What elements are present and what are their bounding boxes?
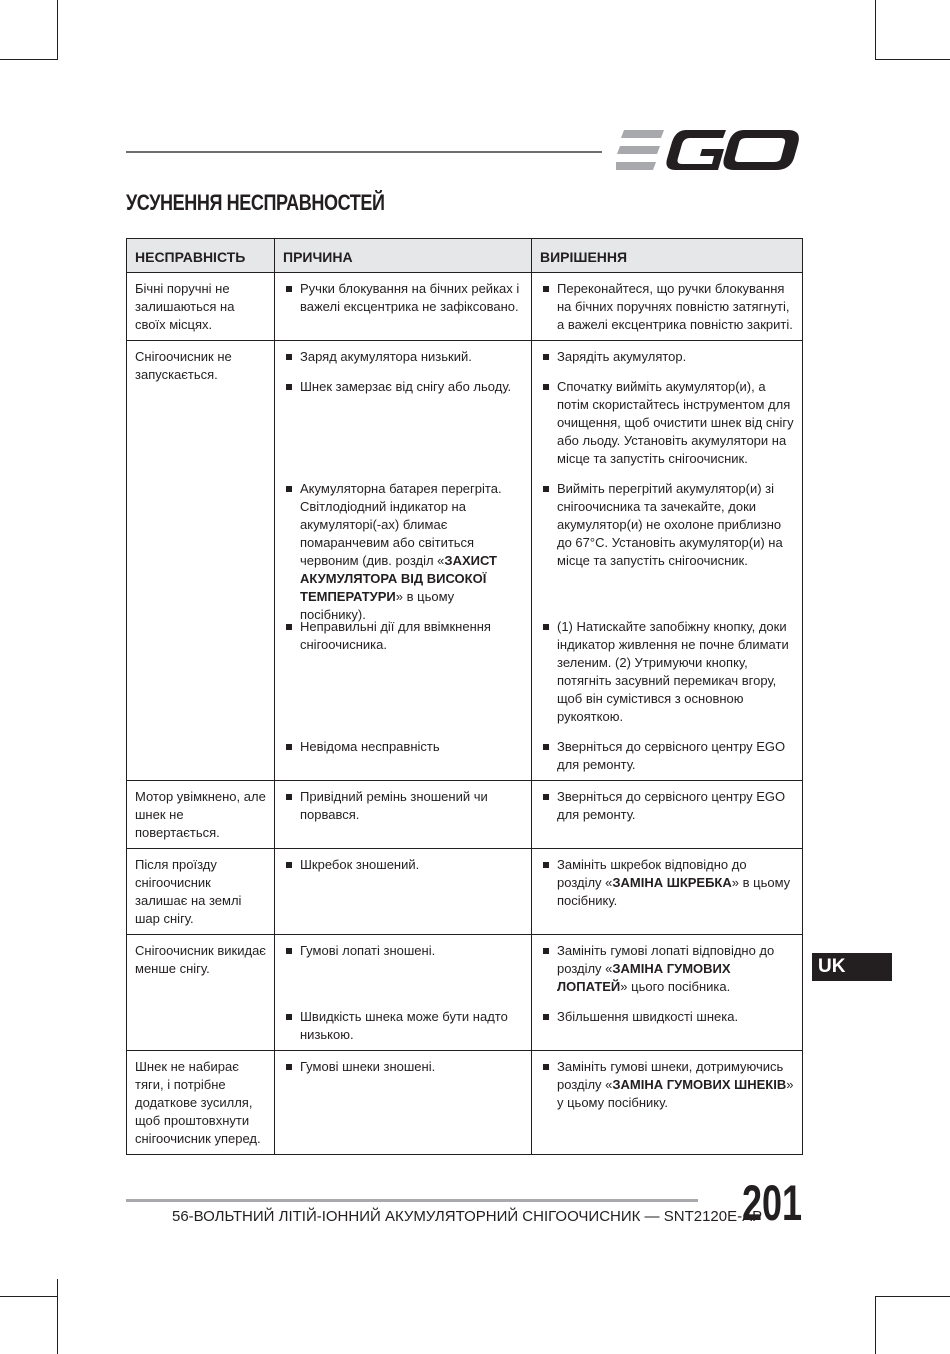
cause-item: Шкребок зношений. — [283, 856, 523, 874]
crop-mark — [875, 59, 950, 60]
solution-item: (1) Натискайте запобіжну кнопку, доки індикатор живлення не почне блимати зеленим. (2) Утримуючи кнопку, потягніть засувний перемикач вгору, щоб він сумістився з основною рукояткою. — [540, 618, 794, 726]
cause-cell — [275, 935, 532, 1051]
solution-item — [540, 1058, 794, 1112]
column-header-cause: ПРИЧИНА — [275, 239, 532, 273]
solution-cell — [532, 781, 803, 849]
solution-cell — [532, 935, 803, 1051]
cause-cell — [275, 1051, 532, 1155]
footer-text: 56-ВОЛЬТНИЙ ЛІТІЙ-ІОННИЙ АКУМУЛЯТОРНИЙ СНІГООЧИСНИК — SNT2120E-AP — [172, 1208, 763, 1225]
crop-mark — [0, 1296, 58, 1297]
solution-text: Замініть гумові лопаті відповідно до розділу « — [557, 943, 775, 976]
table-row — [127, 341, 803, 781]
cause-cell — [275, 849, 532, 935]
solution-item: Переконайтеся, що ручки блокування на бічних поручнях повністю затягнуті, а важелі ексцентрика повністю закриті. — [540, 280, 794, 334]
solution-item: Зверніться до сервісного центру EGO для ремонту. — [540, 788, 794, 824]
solution-bold-text: ЗАМІНА ШКРЕБКА — [612, 875, 732, 890]
cause-item — [283, 480, 523, 622]
cause-item: Шнек замерзає від снігу або льоду. — [283, 378, 523, 468]
crop-mark — [875, 1296, 876, 1354]
cause-item: Заряд акумулятора низький. — [283, 348, 523, 366]
cause-cell — [275, 781, 532, 849]
crop-mark — [875, 0, 876, 60]
solution-bold-text: ЗАМІНА ГУМОВИХ ЛОПАТЕЙ — [557, 961, 731, 994]
header-rule — [126, 151, 602, 153]
problem-cell: Після проїзду снігоочисник залишає на землі шар снігу. — [127, 849, 275, 935]
table-row — [127, 935, 803, 1051]
solution-text: » цього посібника. — [620, 979, 731, 994]
ego-logo — [616, 128, 802, 174]
cause-text: » в цьому посібнику). — [300, 589, 455, 622]
table-row — [127, 273, 803, 341]
solution-text: » у цьому посібнику. — [557, 1077, 794, 1110]
solution-cell — [532, 849, 803, 935]
solution-item — [540, 856, 794, 910]
problem-cell: Бічні поручні не залишаються на своїх місцях. — [127, 273, 275, 341]
solution-item: Зарядіть акумулятор. — [540, 348, 794, 366]
problem-cell: Снігоочисник викидає менше снігу. — [127, 935, 275, 1051]
solution-item: Збільшення швидкості шнека. — [540, 1008, 794, 1026]
cause-item: Привідний ремінь зношений чи порвався. — [283, 788, 523, 824]
section-title: УСУНЕННЯ НЕСПРАВНОСТЕЙ — [126, 190, 385, 215]
cause-text: Акумуляторна батарея перегріта. Світлодіодний індикатор на акумуляторі(-ах) блимає помаранчевим або світиться червоним (див. розділ « — [300, 481, 502, 568]
solution-text: Замініть гумові шнеки, дотримуючись розділу « — [557, 1059, 784, 1092]
cause-item: Швидкість шнека може бути надто низькою. — [283, 1008, 523, 1044]
cause-item: Невідома несправність — [283, 738, 523, 774]
problem-cell: Мотор увімкнено, але шнек не повертається. — [127, 781, 275, 849]
troubleshooting-table — [126, 238, 803, 1155]
problem-cell: Шнек не набирає тяги, і потрібне додаткове зусилля, щоб проштовхнути снігоочисник уперед. — [127, 1051, 275, 1155]
solution-text: » в цьому посібнику. — [557, 875, 791, 908]
table-row — [127, 1051, 803, 1155]
table-header-row — [127, 239, 803, 273]
solution-cell — [532, 341, 803, 781]
language-tab: UK — [812, 953, 892, 981]
footer-rule — [126, 1199, 698, 1202]
solution-cell — [532, 1051, 803, 1155]
cause-item: Ручки блокування на бічних рейках і важелі ексцентрика не зафіксовано. — [283, 280, 523, 316]
solution-bold-text: ЗАМІНА ГУМОВИХ ШНЕКІВ — [612, 1077, 787, 1092]
column-header-problem: НЕСПРАВНІСТЬ — [127, 239, 275, 273]
solution-text: Замініть шкребок відповідно до розділу « — [557, 857, 747, 890]
crop-mark — [0, 59, 58, 60]
column-header-solution: ВИРІШЕННЯ — [532, 239, 803, 273]
problem-cell: Снігоочисник не запускається. — [127, 341, 275, 781]
cause-item: Неправильні дії для ввімкнення снігоочисника. — [283, 618, 523, 726]
page-number: 201 — [742, 1175, 803, 1231]
solution-item — [540, 942, 794, 996]
cause-cell — [275, 341, 532, 781]
solution-cell — [532, 273, 803, 341]
cause-cell — [275, 273, 532, 341]
table-row — [127, 849, 803, 935]
crop-mark — [57, 1279, 58, 1354]
cause-bold-text: ЗАХИСТ АКУМУЛЯТОРА ВІД ВИСОКОЇ ТЕМПЕРАТУРИ — [300, 553, 497, 604]
cause-item: Гумові шнеки зношені. — [283, 1058, 523, 1076]
table-row — [127, 781, 803, 849]
crop-mark — [57, 0, 58, 60]
crop-mark — [875, 1296, 950, 1297]
solution-item: Спочатку вийміть акумулятор(и), а потім скористайтесь інструментом для очищення, щоб очистити шнек від снігу або льоду. Установіть акумулятори на місце та запустіть снігоочисник. — [540, 378, 794, 468]
cause-item: Гумові лопаті зношені. — [283, 942, 523, 996]
solution-item: Зверніться до сервісного центру EGO для ремонту. — [540, 738, 794, 774]
solution-item: Вийміть перегрітий акумулятор(и) зі снігоочисника та зачекайте, доки акумулятор(и) не охолоне приблизно до 67°C. Установіть акумулятор(и) на місце та запустіть снігоочисник. — [540, 480, 794, 606]
